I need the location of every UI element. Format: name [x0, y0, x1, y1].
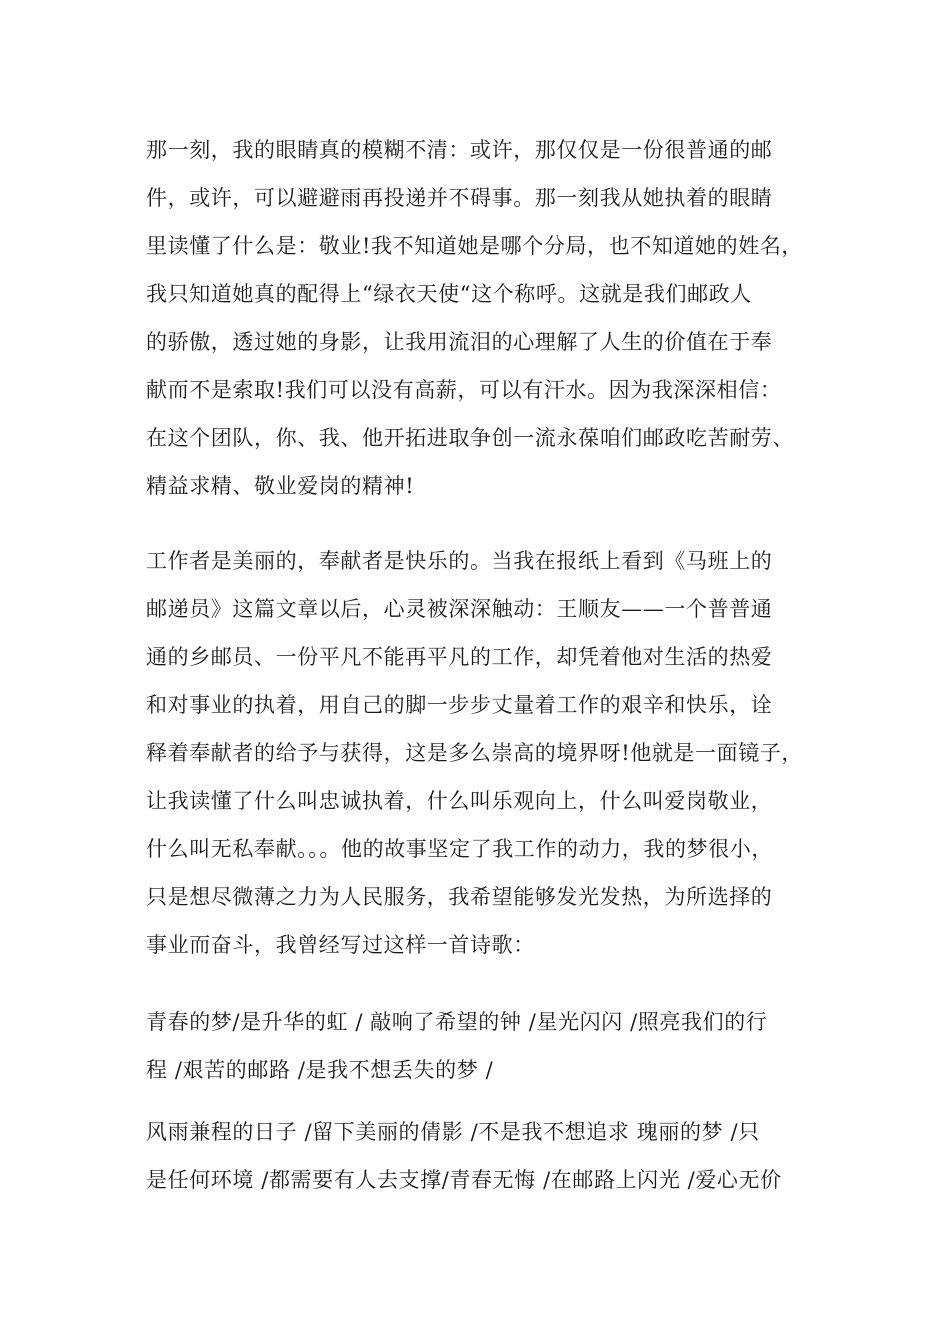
text-line: 通的乡邮员、一份平凡不能再平凡的工作，却凭着他对生活的热爱	[146, 645, 773, 669]
paragraph-1	[146, 126, 826, 510]
text-line: 我只知道她真的配得上“绿衣天使“这个称呼。这就是我们邮政人	[146, 282, 752, 306]
text-line: 工作者是美丽的，奉献者是快乐的。当我在报纸上看到《马班上的	[146, 549, 773, 573]
text-line: 邮递员》这篇文章以后，心灵被深深触动：王顺友——一个普普通	[146, 597, 773, 621]
text-line: 在这个团队，你、我、他开拓进取争创一流永葆咱们邮政吃苦耐劳、	[146, 426, 794, 450]
poem-stanza-2	[146, 1108, 826, 1204]
paragraph-2	[146, 537, 826, 969]
text-line: 程 /艰苦的邮路 /是我不想丢失的梦 /	[146, 1058, 494, 1082]
text-line: 献而不是索取!我们可以没有高薪，可以有汗水。因为我深深相信：	[146, 378, 782, 402]
text-line: 里读懂了什么是：敬业!我不知道她是哪个分局，也不知道她的姓名，	[146, 234, 804, 258]
text-line: 和对事业的执着，用自己的脚一步步丈量着工作的艰辛和快乐，诠	[146, 693, 773, 717]
text-line: 什么叫无私奉献。。。他的故事坚定了我工作的动力，我的梦很小，	[146, 837, 773, 861]
text-line: 释着奉献者的给予与获得，这是多么崇高的境界呀!他就是一面镜子，	[146, 741, 804, 765]
text-line: 青春的梦/是升华的虹 / 敲响了希望的钟 /星光闪闪 /照亮我们的行	[146, 1010, 768, 1034]
text-line: 精益求精、敬业爱岗的精神!	[146, 474, 415, 498]
text-line: 风雨兼程的日子 /留下美丽的倩影 /不是我不想追求 瑰丽的梦 /只	[146, 1120, 760, 1144]
text-line: 那一刻，我的眼睛真的模糊不清：或许，那仅仅是一份很普通的邮	[146, 138, 773, 162]
text-line: 事业而奋斗，我曾经写过这样一首诗歌：	[146, 933, 535, 957]
text-line: 让我读懂了什么叫忠诚执着，什么叫乐观向上，什么叫爱岗敬业，	[146, 789, 773, 813]
text-line: 只是想尽微薄之力为人民服务，我希望能够发光发热，为所选择的	[146, 885, 773, 909]
text-line: 件，或许，可以避避雨再投递并不碍事。那一刻我从她执着的眼睛	[146, 186, 773, 210]
poem-stanza-1	[146, 998, 826, 1094]
text-line: 是任何环境 /都需要有人去支撑/青春无悔 /在邮路上闪光 /爱心无价	[146, 1168, 782, 1192]
text-line: 的骄傲，透过她的身影，让我用流泪的心理解了人生的价值在于奉	[146, 330, 773, 354]
